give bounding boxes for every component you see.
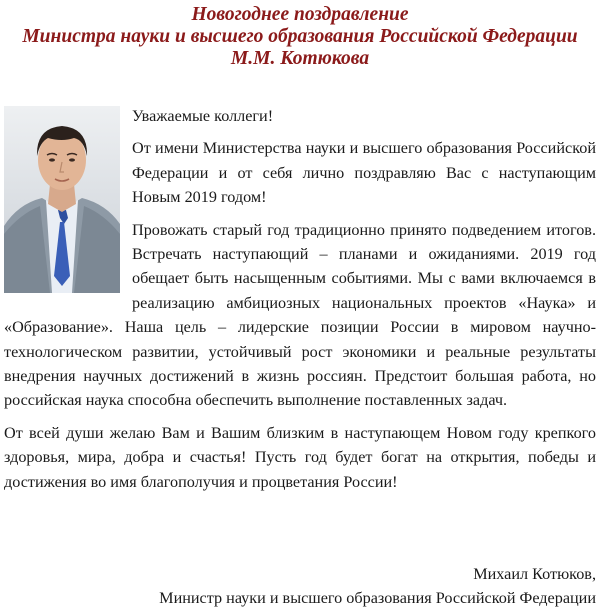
letter-header <box>0 4 600 70</box>
letter-paragraph-1: От имени Министерства науки и высшего образования Российской Федерации и от себя лично поздравляю Вас с наступающим Новым 2019 годом! <box>132 139 596 207</box>
letter-paragraph-2: Провожать старый год традиционно принято подведением итогов. Встречать наступающий – планами и ожиданиями. 2019 год обещает быть насыщенным событиями. Мы с вами включаемся в реализацию амбициозных национальных проектов «Наука» и «Образование». Наша цель – лидерские позиции России в мировом научно-технологическом развитии, устойчивый рост экономики и реальные результаты внедрения научных достижений в жизнь россиян. Предстоит большая работа, но российская наука способна обеспечить выполнение поставленных задач. <box>4 220 596 410</box>
signature-title: Министр науки и высшего образования Российской Федерации <box>159 589 596 608</box>
header-person-name: М.М. Котюкова <box>230 48 370 69</box>
signature-name: Михаил Котюков, <box>473 565 596 583</box>
letter-paragraph-3: От всей души желаю Вам и Вашим близким в наступающем Новом году крепкого здоровья, мира, добра и счастья! Пусть год будет богат на открытия, победы и достижения во имя благополучия и процветания России! <box>4 423 596 491</box>
portrait-photo <box>4 106 120 293</box>
header-position: Министра науки и высшего образования Российской Федерации <box>22 26 578 47</box>
letter-signature <box>159 562 596 611</box>
portrait-illustration <box>4 106 120 293</box>
letter-body <box>4 104 596 502</box>
letter-greeting: Уважаемые коллеги! <box>132 107 274 125</box>
header-title: Новогоднее поздравление <box>191 4 409 25</box>
